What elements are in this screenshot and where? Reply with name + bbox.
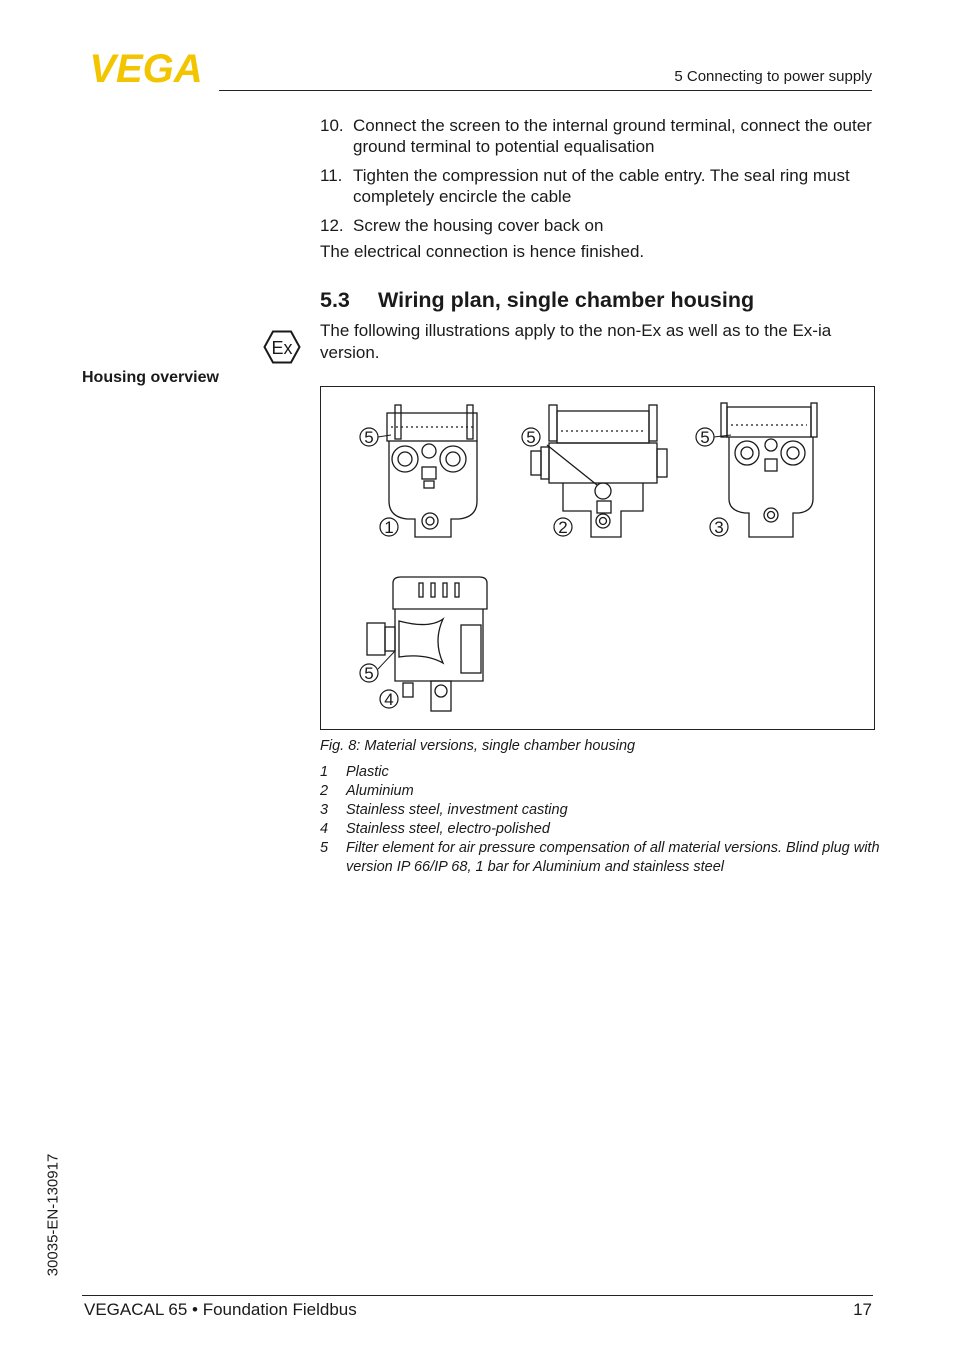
legend-number: 5	[320, 840, 329, 856]
housing-figure	[320, 386, 875, 730]
svg-text:3: 3	[714, 518, 724, 537]
steps-list	[320, 115, 880, 244]
housing-drawings	[321, 387, 874, 729]
section-heading	[320, 288, 754, 313]
page-number: 17	[853, 1300, 872, 1319]
list-item	[320, 215, 880, 236]
step-number: 12.	[320, 216, 344, 235]
callout-4	[380, 690, 398, 709]
legend-text: Aluminium	[346, 783, 414, 799]
vega-logo-text: VEGA	[89, 50, 203, 84]
callout-5-housing-4	[360, 651, 395, 683]
callout-1	[380, 518, 398, 537]
legend-text: Plastic	[346, 764, 389, 780]
callout-5-housing-2	[522, 428, 540, 447]
svg-text:1: 1	[384, 518, 394, 537]
list-item	[320, 782, 880, 801]
document-id	[38, 1140, 68, 1290]
housing-aluminium-drawing	[531, 405, 667, 537]
legend-text: Filter element for air pressure compensation of all material versions. Blind plug with version IP 66/IP 68, 1 bar for Aluminium and stainless steel	[346, 840, 880, 875]
svg-text:5: 5	[364, 664, 374, 683]
document-id-text: 30035-EN-130917	[44, 1153, 62, 1277]
legend-number: 1	[320, 764, 329, 780]
callout-2	[554, 518, 572, 537]
footer-product: VEGACAL 65 • Foundation Fieldbus	[84, 1300, 357, 1319]
ex-symbol-text: Ex	[271, 338, 293, 358]
housing-stainless-cast-drawing	[721, 403, 817, 537]
footer-divider	[82, 1295, 873, 1296]
running-header-section: 5 Connecting to power supply	[674, 68, 872, 85]
list-item	[320, 763, 880, 782]
svg-text:5: 5	[526, 428, 536, 447]
step-text: Connect the screen to the internal ground terminal, connect the outer ground terminal to potential equalisation	[353, 116, 872, 156]
figure-legend	[320, 763, 880, 877]
housing-plastic-drawing	[387, 405, 477, 537]
ex-protection-icon	[263, 330, 301, 364]
vega-logo	[80, 50, 212, 84]
step-text: Tighten the compression nut of the cable entry. The seal ring must completely encircle the cable	[353, 166, 850, 206]
header-divider	[219, 90, 872, 91]
step-number: 11.	[320, 166, 343, 185]
section-number: 5.3	[320, 288, 350, 312]
legend-number: 3	[320, 802, 329, 818]
step-number: 10.	[320, 116, 344, 135]
list-item	[320, 839, 880, 877]
svg-text:5: 5	[700, 428, 710, 447]
list-item	[320, 801, 880, 820]
list-item	[320, 165, 880, 207]
section-title-text: Wiring plan, single chamber housing	[378, 288, 755, 312]
margin-label-housing-overview: Housing overview	[82, 369, 219, 386]
list-item	[320, 820, 880, 839]
legend-text: Stainless steel, electro-polished	[346, 821, 550, 837]
svg-text:4: 4	[384, 690, 394, 709]
legend-text: Stainless steel, investment casting	[346, 802, 568, 818]
intro-paragraph: The following illustrations apply to the non-Ex as well as to the Ex-ia version.	[320, 321, 832, 362]
closing-paragraph: The electrical connection is hence finished.	[320, 242, 645, 261]
list-item	[320, 115, 880, 157]
svg-text:5: 5	[364, 428, 374, 447]
legend-number: 2	[320, 783, 329, 799]
step-text: Screw the housing cover back on	[353, 216, 604, 235]
svg-text:2: 2	[558, 518, 568, 537]
legend-number: 4	[320, 821, 329, 837]
callout-3	[710, 518, 728, 537]
figure-caption: Fig. 8: Material versions, single chamber housing	[320, 738, 636, 754]
